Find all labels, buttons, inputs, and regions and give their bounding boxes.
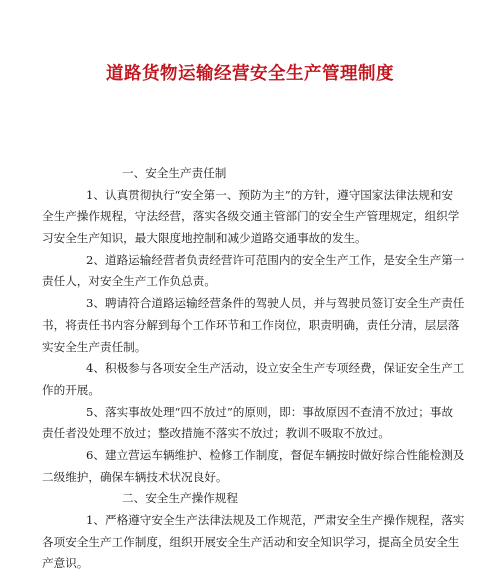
paragraph-line: 二级维护，确保车辆技术状况良好。 [42,469,228,484]
paragraph-line: 全生产操作规程，守法经营，落实各级交通主管部门的安全生产管理规定，组织学 [42,209,460,224]
paragraph-line: 1、严格遵守安全生产法律法规及工作规范，严肃安全生产操作规程，落实 [86,513,465,527]
document-body [42,163,470,575]
paragraph-line: 4、积极参与各项安全生产活动，设立安全生产专项经费，保证安全生产工 [86,361,465,376]
paragraph-line: 作的开展。 [42,382,100,397]
paragraph-line: 各项安全生产工作制度，组织开展安全生产活动和安全知识学习，提高全员安全生 [42,534,460,549]
paragraph-line: 习安全生产知识，最大限度地控制和减少道路交通事故的发生。 [42,231,367,246]
section-heading-safety-responsibility: 一、安全生产责任制 [122,166,227,180]
paragraph-line: 1、认真贯彻执行“安全第一、预防为主”的方针，遵守国家法律法规和安 [86,187,454,202]
paragraph-line: 6、建立营运车辆维护、检修工作制度，督促车辆按时做好综合性能检测及 [86,447,465,462]
paragraph-line: 2、道路运输经营者负责经营许可范围内的安全生产工作，是安全生产第一 [86,252,465,267]
paragraph-line: 书，将责任书内容分解到每个工作环节和工作岗位，职责明确，责任分清，层层落 [42,317,460,332]
paragraph-line: 责任者没处理不放过；整改措施不落实不放过；教训不吸取不放过。 [42,426,390,441]
paragraph-line: 5、落实事故处理“四不放过”的原则，即：事故原因不查清不放过；事故 [86,404,454,419]
section-heading-operation-rules: 二、安全生产操作规程 [122,491,238,506]
document-title: 道路货物运输经营安全生产管理制度 [106,64,394,84]
paragraph-line: 产意识。 [42,556,89,571]
paragraph-line: 责任人，对安全生产工作负总责。 [42,274,216,289]
paragraph-line: 实安全生产责任制。 [42,339,147,354]
paragraph-line: 3、聘请符合道路运输经营条件的驾驶人员，并与驾驶员签订安全生产责任 [86,296,465,311]
